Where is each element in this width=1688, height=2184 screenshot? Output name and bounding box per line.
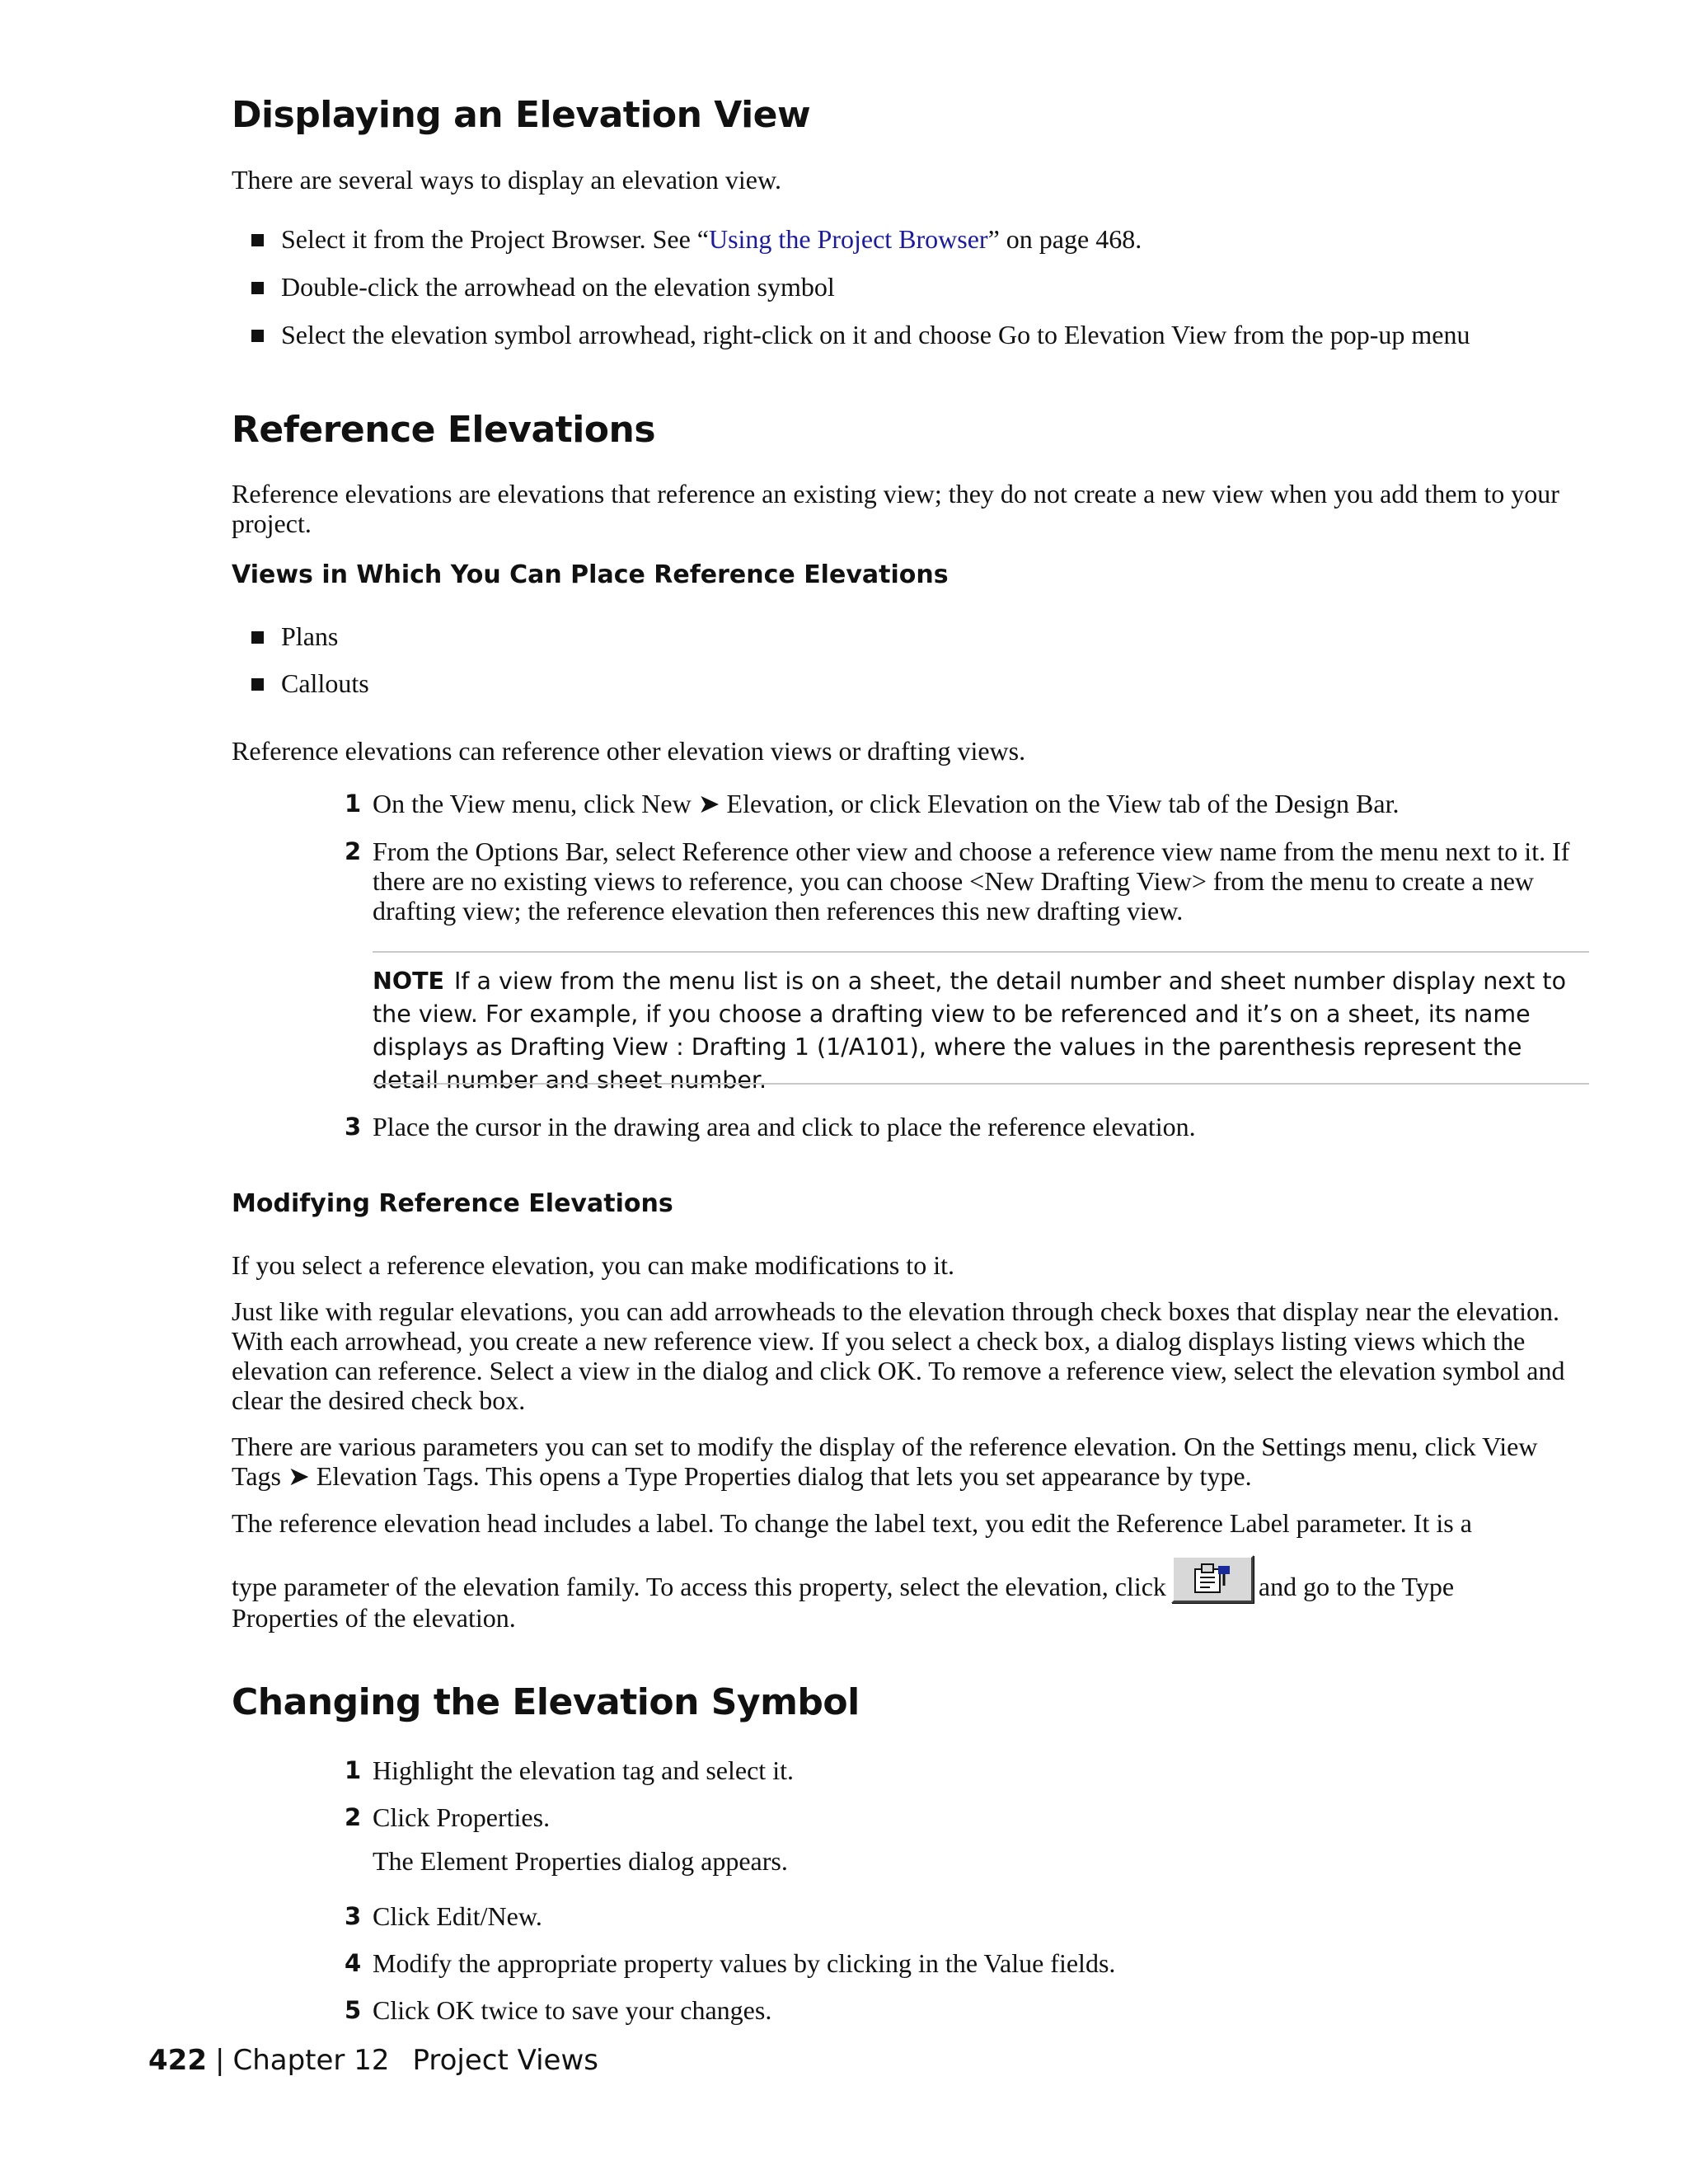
step-text: Click Edit/New. — [373, 1901, 542, 1931]
paragraph-can-reference: Reference elevations can reference other elevation views or drafting views. — [232, 736, 1026, 766]
bullet-text-post: ” on page 468. — [987, 224, 1142, 254]
bullet-square-icon — [251, 282, 264, 294]
bullet-text: Double-click the arrowhead on the elevation symbol — [281, 272, 835, 302]
heading-reference-elevations: Reference Elevations — [232, 409, 656, 451]
bullet-square-icon — [251, 330, 264, 342]
step-text: Place the cursor in the drawing area and click to place the reference elevation. — [373, 1112, 1196, 1141]
step-result-text: The Element Properties dialog appears. — [373, 1846, 788, 1876]
step-text: On the View menu, click New ➤ Elevation, or click Elevation on the View tab of the Design Bar. — [373, 789, 1400, 818]
bullet-square-icon — [251, 631, 264, 644]
step-number: 2 — [345, 837, 362, 865]
heading-displaying-elevation-view: Displaying an Elevation View — [232, 94, 811, 136]
footer-separator: | — [214, 2044, 225, 2077]
note-text: If a view from the menu list is on a sheet, the detail number and sheet number display next to the view. For example, if you choose a drafting view to be referenced and it’s on a sheet, its name displays as Drafting View : Drafting 1 (1/A101), where the values in the parenthesis represent the detail number and sheet number. — [373, 968, 1567, 1094]
bullet-text-pre: Select it from the Project Browser. See “ — [281, 224, 709, 254]
step-text: Modify the appropriate property values by clicking in the Value fields. — [373, 1948, 1116, 1978]
paragraph-label-line1: The reference elevation head includes a label. To change the label text, you edit the Reference Label parameter. It is a — [232, 1508, 1472, 1538]
paragraph-label-line3: Properties of the elevation. — [232, 1603, 516, 1633]
paragraph-arrowheads: Just like with regular elevations, you can add arrowheads to the elevation through check boxes that display near the elevation. With each arrowhead, you create a new reference view. If you select a check box, a dialog displays listing views which the elevation can reference. Select a view in the dialog and click OK. To remove a reference view, select the elevation symbol and clear the desired check box. — [232, 1296, 1565, 1415]
note-bottom-divider — [373, 1083, 1589, 1085]
page-number: 422 — [148, 2044, 207, 2077]
step-number: 5 — [345, 1996, 362, 2024]
note-top-divider — [373, 951, 1589, 953]
paragraph-intro: There are several ways to display an elevation view. — [232, 165, 781, 194]
page-footer — [148, 2044, 598, 2077]
step-number: 1 — [345, 790, 362, 818]
step-text: Click OK twice to save your changes. — [373, 1995, 772, 2025]
step-number: 3 — [345, 1902, 362, 1930]
bullet-text: Callouts — [281, 668, 369, 698]
bullet-text: Plans — [281, 621, 339, 651]
bullet-text — [281, 224, 1142, 254]
step-text: From the Options Bar, select Reference other view and choose a reference view name from the menu next to it. If there are no existing views to reference, you can choose <New Drafting View> from the menu to create a new drafting view; the reference elevation then references this new drafting view. — [373, 837, 1570, 926]
link-using-project-browser[interactable]: Using the Project Browser — [708, 224, 988, 254]
heading-changing-elevation-symbol: Changing the Elevation Symbol — [232, 1681, 860, 1723]
footer-chapter-title: Project Views — [412, 2044, 599, 2077]
bullet-square-icon — [251, 234, 264, 246]
step-number: 3 — [345, 1113, 362, 1141]
step-number: 2 — [345, 1803, 362, 1831]
step-number: 4 — [345, 1949, 362, 1977]
note-label: NOTE — [373, 968, 444, 995]
step-number: 1 — [345, 1756, 362, 1784]
subheading-views-place-reference: Views in Which You Can Place Reference Elevations — [232, 560, 949, 589]
note-box — [373, 965, 1592, 1097]
step-text: Highlight the elevation tag and select it. — [373, 1755, 794, 1785]
footer-chapter: Chapter 12 — [232, 2044, 390, 2077]
bullet-text: Select the elevation symbol arrowhead, right-click on it and choose Go to Elevation View from the pop-up menu — [281, 320, 1470, 349]
paragraph-label-post: and go to the Type — [1258, 1572, 1455, 1601]
properties-icon — [1193, 1563, 1231, 1596]
paragraph-reference-intro: Reference elevations are elevations that reference an existing view; they do not create a new view when you add them to your project. — [232, 479, 1559, 538]
paragraph-modify-intro: If you select a reference elevation, you can make modifications to it. — [232, 1250, 954, 1280]
paragraph-label-pre: type parameter of the elevation family. To access this property, select the elevation, click — [232, 1572, 1166, 1601]
paragraph-parameters: There are various parameters you can set to modify the display of the reference elevation. On the Settings menu, click View Tags ➤ Elevation Tags. This opens a Type Properties dialog that lets you set appearance by type. — [232, 1432, 1538, 1491]
element-properties-button[interactable] — [1171, 1555, 1254, 1603]
bullet-square-icon — [251, 678, 264, 691]
subheading-modifying-reference-elevations: Modifying Reference Elevations — [232, 1189, 673, 1218]
step-text: Click Properties. — [373, 1802, 551, 1832]
